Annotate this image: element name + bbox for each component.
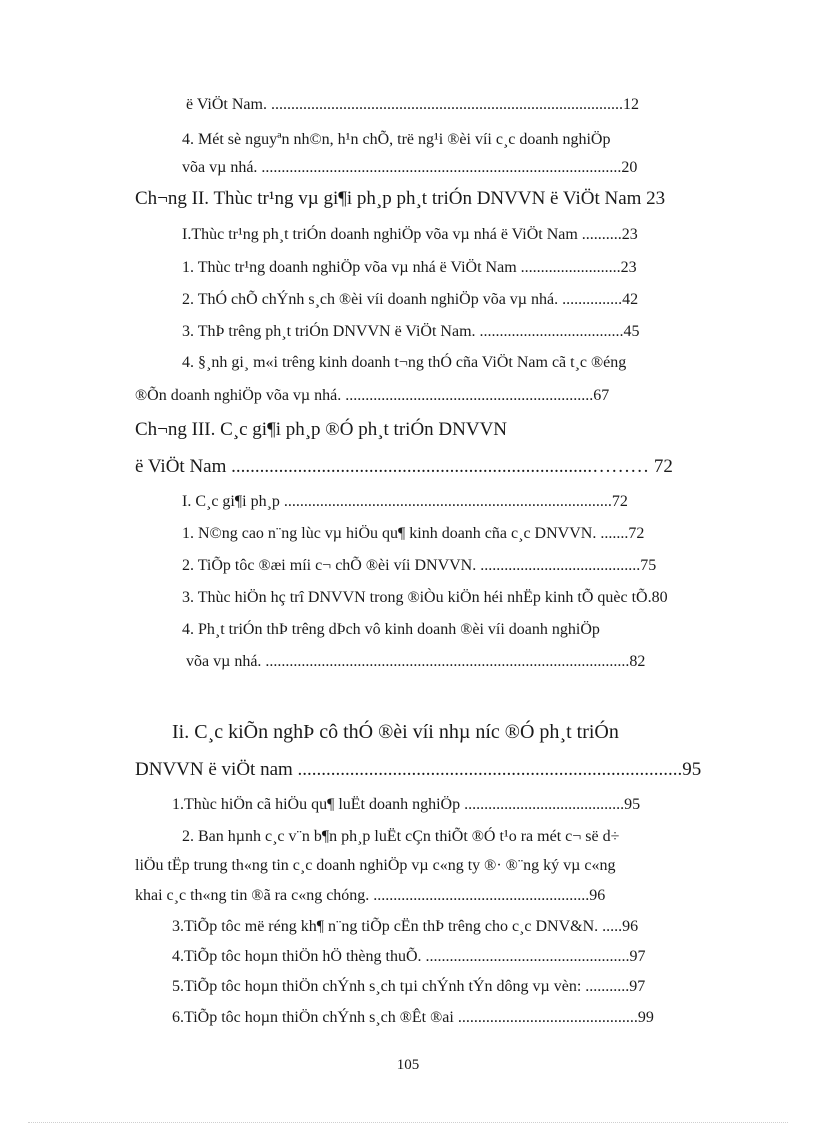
toc-entry: 1. N©ng cao n¨ng lùc vµ hiÖu qu¶ kinh doanh cña c¸c DNVVN. .......72 bbox=[182, 525, 645, 542]
toc-section: Ii. C¸c kiÕn nghÞ cô thÓ ®èi víi nhµ níc ®Ó ph¸t triÓn bbox=[172, 721, 619, 743]
toc-entry: 1. Thùc tr¹ng doanh nghiÖp võa vµ nhá ë ViÖt Nam .........................23 bbox=[182, 259, 637, 276]
toc-entry: khai c¸c th«ng tin ®ã ra c«ng chóng. ......................................................96 bbox=[135, 887, 606, 904]
toc-entry: 3.TiÕp tôc më réng kh¶ n¨ng tiÕp cËn thÞ trêng cho c¸c DNV&N. .....96 bbox=[172, 918, 639, 935]
toc-entry: ë ViÖt Nam. ........................................................................................12 bbox=[186, 96, 639, 113]
toc-entry: 1.Thùc hiÖn cã hiÖu qu¶ luËt doanh nghiÖp ........................................95 bbox=[172, 796, 641, 813]
page-number: 105 bbox=[396, 1057, 420, 1073]
toc-entry: I.Thùc tr¹ng ph¸t triÓn doanh nghiÖp võa vµ nhá ë ViÖt Nam ..........23 bbox=[182, 226, 638, 243]
toc-entry: võa vµ nhá. ...........................................................................................82 bbox=[186, 653, 646, 670]
toc-entry: 3. Thùc hiÖn hç trî DNVVN trong ®iÒu kiÖn héi nhËp kinh tÕ quèc tÕ.80 bbox=[182, 589, 668, 606]
toc-entry: 6.TiÕp tôc hoµn thiÖn chÝnh s¸ch ®Êt ®ai .............................................99 bbox=[172, 1009, 654, 1026]
toc-entry: 4. Mét sè nguyªn nh©n, h¹n chÕ, trë ng¹i ®èi víi c¸c doanh nghiÖp bbox=[182, 131, 611, 148]
toc-chapter: Ch¬ng III. C¸c gi¶i ph¸p ®Ó ph¸t triÓn DNVVN bbox=[135, 419, 508, 440]
toc-chapter: ë ViÖt Nam ............................................................................……… 72 bbox=[135, 456, 673, 477]
toc-entry: I. C¸c gi¶i ph¸p ..................................................................................72 bbox=[182, 493, 628, 510]
toc-chapter: Ch¬ng II. Thùc tr¹ng vµ gi¶i ph¸p ph¸t triÓn DNVVN ë ViÖt Nam 23 bbox=[135, 188, 666, 209]
toc-entry: 4. §¸nh gi¸ m«i trêng kinh doanh t¬ng thÓ cña ViÖt Nam cã t¸c ®éng bbox=[182, 354, 627, 371]
toc-entry: 4. Ph¸t triÓn thÞ trêng dÞch vô kinh doanh ®èi víi doanh nghiÖp bbox=[182, 621, 600, 638]
toc-entry: 4.TiÕp tôc hoµn thiÖn hÖ thèng thuÕ. ...................................................97 bbox=[172, 948, 646, 965]
toc-entry: ®Õn doanh nghiÖp võa vµ nhá. ..............................................................67 bbox=[135, 387, 610, 404]
toc-entry: 5.TiÕp tôc hoµn thiÖn chÝnh s¸ch tµi chÝnh tÝn dông vµ vèn: ...........97 bbox=[172, 978, 646, 995]
toc-entry: võa vµ nhá. ..........................................................................................20 bbox=[182, 159, 638, 176]
toc-section: DNVVN ë viÖt nam .................................................................................95 bbox=[135, 759, 702, 780]
toc-entry: 3. ThÞ trêng ph¸t triÓn DNVVN ë ViÖt Nam. ....................................45 bbox=[182, 323, 640, 340]
toc-entry: 2. ThÓ chÕ chÝnh s¸ch ®èi víi doanh nghiÖp võa vµ nhá. ...............42 bbox=[182, 291, 639, 308]
toc-entry: 2. Ban hµnh c¸c v¨n b¶n ph¸p luËt cÇn thiÕt ®Ó t¹o ra mét c¬ së d÷ bbox=[182, 828, 620, 845]
toc-entry: liÖu tËp trung th«ng tin c¸c doanh nghiÖp vµ c«ng ty ®· ®¨ng ký vµ c«ng bbox=[135, 857, 616, 874]
toc-entry: 2. TiÕp tôc ®æi míi c¬ chÕ ®èi víi DNVVN. ........................................75 bbox=[182, 557, 657, 574]
